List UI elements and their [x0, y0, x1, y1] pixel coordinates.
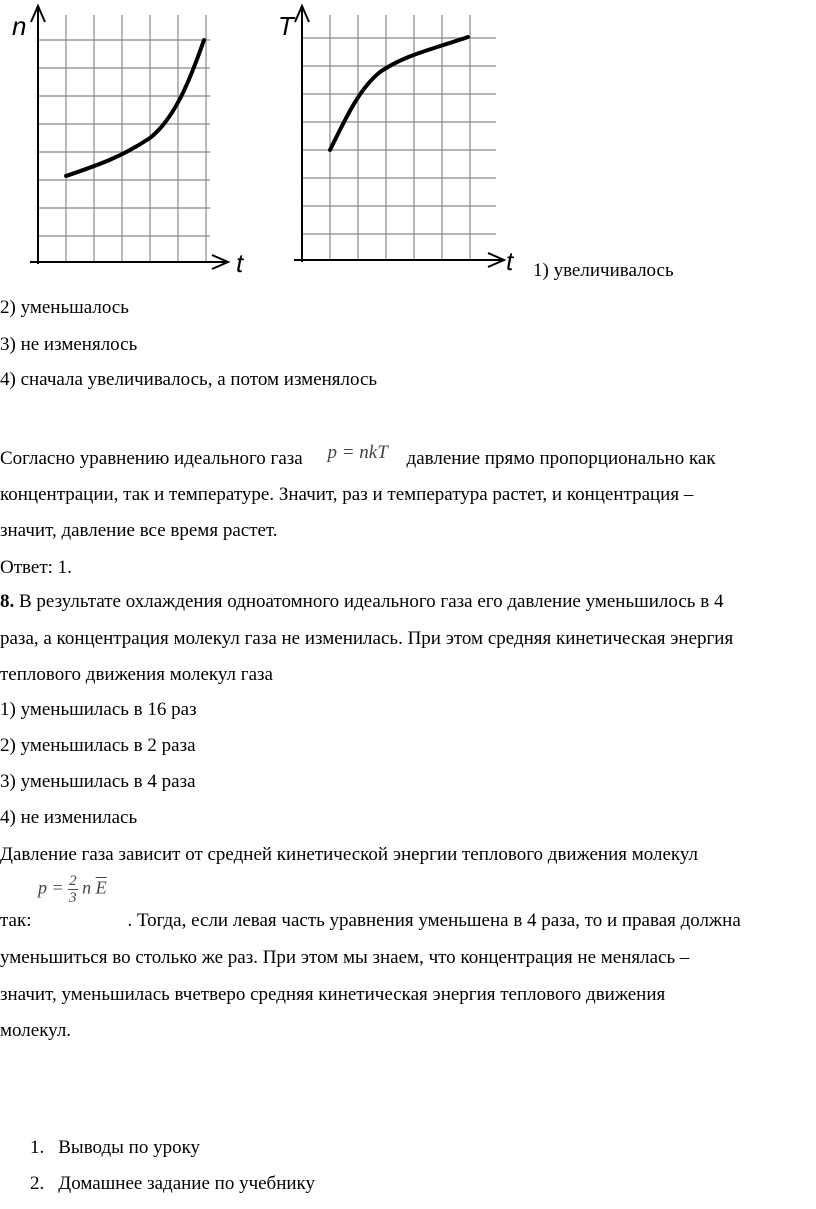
- q8-option-4: 4) не изменилась: [0, 807, 138, 828]
- q8-explanation-line1: Давление газа зависит от средней кинетической энергии теплового движения молекул: [0, 844, 699, 865]
- list-item-text: Выводы по уроку: [58, 1137, 201, 1158]
- formula-fraction: [68, 873, 78, 906]
- y-axis-label-n: n: [12, 11, 27, 41]
- q7-option-4: 4) сначала увеличивалось, а потом изменялось: [0, 369, 378, 390]
- grid: [38, 15, 210, 262]
- formula-E: $\overline{E}$: [95, 877, 107, 898]
- q7-explanation-line2: концентрации, так и температуре. Значит, раз и температура растет, и концентрация –: [0, 484, 694, 505]
- q7-explanation-line1: [0, 442, 716, 470]
- q7-explanation-part2: давление прямо пропорционально как: [406, 448, 716, 469]
- q8-explanation-line2: [0, 910, 741, 932]
- x-axis-label-t: t: [506, 246, 514, 275]
- graph-n-vs-t: [0, 0, 260, 275]
- list-item: [30, 1137, 200, 1159]
- q8-explanation-prefix: так:: [0, 910, 32, 931]
- q8-option-1: 1) уменьшилась в 16 раз: [0, 699, 197, 720]
- q7-explanation-line3: значит, давление все время растет.: [0, 520, 278, 541]
- grid: [302, 15, 496, 260]
- q8-option-2: 2) уменьшилась в 2 раза: [0, 735, 196, 756]
- formula-pressure-energy: [38, 873, 107, 906]
- q8-text-line1-content: В результате охлаждения одноатомного идеального газа его давление уменьшилось в 4: [14, 591, 724, 612]
- formula-ideal-gas: p = nkT: [327, 442, 388, 463]
- q7-option-3: 3) не изменялось: [0, 334, 138, 355]
- formula-numerator: 2: [69, 873, 77, 889]
- q8-explanation-line5: молекул.: [0, 1020, 72, 1041]
- q8-explanation-line4: значит, уменьшилась вчетверо средняя кинетическая энергия теплового движения: [0, 984, 666, 1005]
- q8-text-line3: теплового движения молекул газа: [0, 664, 273, 685]
- n-curve: [66, 40, 204, 176]
- q8-text-line2: раза, а концентрация молекул газа не изменилась. При этом средняя кинетическая энергия: [0, 628, 734, 649]
- y-axis-label-T: T: [278, 11, 294, 41]
- q7-option-2: 2) уменьшалось: [0, 297, 129, 318]
- axes: [30, 6, 228, 269]
- formula-denominator: 3: [69, 890, 77, 906]
- list-marker: 1.: [30, 1137, 45, 1158]
- q8-text-line1: [0, 591, 723, 613]
- list-item: [30, 1173, 315, 1195]
- axes: [294, 6, 504, 267]
- q8-option-3: 3) уменьшилась в 4 раза: [0, 771, 196, 792]
- q7-explanation-part1: Согласно уравнению идеального газа: [0, 448, 303, 469]
- list-marker: 2.: [30, 1173, 45, 1194]
- q7-answer: Ответ: 1.: [0, 557, 72, 578]
- formula-n: n: [82, 877, 92, 898]
- q7-option-1: 1) увеличивалось: [533, 260, 674, 281]
- x-axis-label-t: t: [236, 248, 244, 275]
- q8-explanation-line2-rest: . Тогда, если левая часть уравнения уменьшена в 4 раза, то и правая должна: [127, 910, 741, 931]
- q8-number: 8.: [0, 591, 15, 612]
- list-item-text: Домашнее задание по учебнику: [58, 1173, 316, 1194]
- graph-T-vs-t: [270, 0, 530, 275]
- q8-explanation-line3: уменьшиться во столько же раз. При этом мы знаем, что концентрация не менялась –: [0, 947, 690, 968]
- formula-lhs: p =: [38, 877, 64, 898]
